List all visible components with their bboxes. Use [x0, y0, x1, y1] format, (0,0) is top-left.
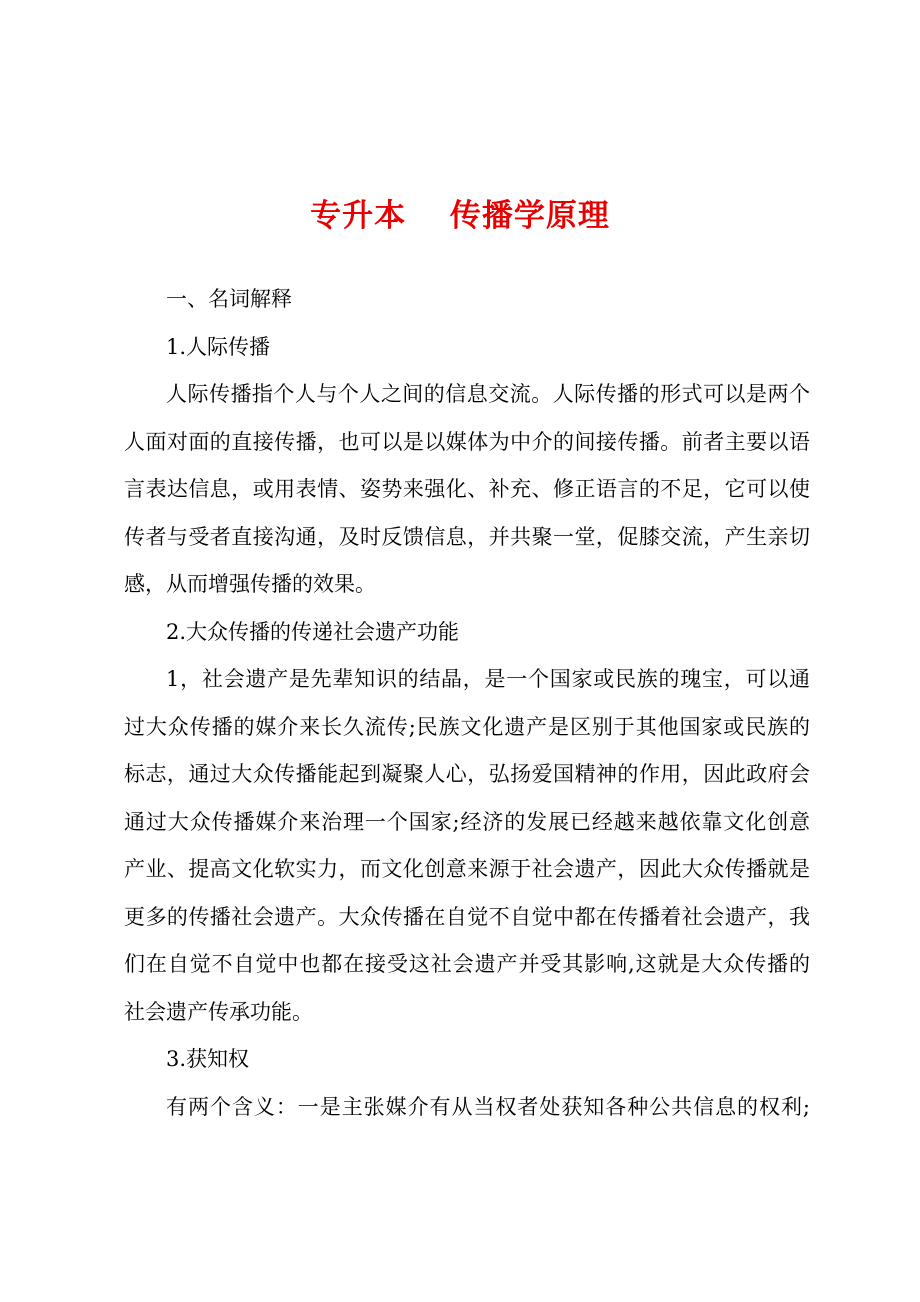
- section-heading: 一、名词解释: [166, 287, 292, 311]
- paragraph-line: 产业、提高文化软实力，而文化创意来源于社会遗产，因此大众传播就是: [124, 857, 810, 881]
- document-body: [124, 276, 810, 1131]
- paragraph-line: 1，社会遗产是先辈知识的结晶，是一个国家或民族的瑰宝，可以通: [166, 667, 810, 691]
- term-heading-1: 1.人际传播: [166, 334, 271, 359]
- paragraph-line: 人际传播指个人与个人之间的信息交流。人际传播的形式可以是两个: [166, 382, 810, 406]
- paragraph-line: 更多的传播社会遗产。大众传播在自觉不自觉中都在传播着社会遗产，我: [124, 904, 810, 929]
- paragraph-line: 有两个含义：一是主张媒介有从当权者处获知各种公共信息的权利;: [166, 1094, 810, 1119]
- paragraph-line: 言表达信息，或用表情、姿势来强化、补充、修正语言的不足，它可以使: [124, 477, 810, 501]
- paragraph-line: 感，从而增强传播的效果。: [124, 572, 376, 596]
- paragraph-line: 传者与受者直接沟通，及时反馈信息，并共聚一堂，促膝交流，产生亲切: [124, 524, 810, 549]
- paragraph-line: 社会遗产传承功能。: [124, 999, 313, 1024]
- term-heading-2: 2.大众传播的传递社会遗产功能: [166, 619, 460, 644]
- term-heading-3: 3.获知权: [166, 1047, 250, 1071]
- paragraph-line: 们在自觉不自觉中也都在接受这社会遗产并受其影响,这就是大众传播的: [124, 952, 810, 976]
- paragraph-line: 通过大众传播媒介来治理一个国家;经济的发展已经越来越依靠文化创意: [124, 809, 810, 834]
- paragraph-line: 标志，通过大众传播能起到凝聚人心，弘扬爱国精神的作用，因此政府会: [124, 762, 810, 786]
- document-title: 专升本 传播学原理: [310, 198, 610, 234]
- paragraph-line: 过大众传播的媒介来长久流传;民族文化遗产是区别于其他国家或民族的: [124, 714, 810, 739]
- paragraph-line: 人面对面的直接传播，也可以是以媒体为中介的间接传播。前者主要以语: [124, 429, 810, 454]
